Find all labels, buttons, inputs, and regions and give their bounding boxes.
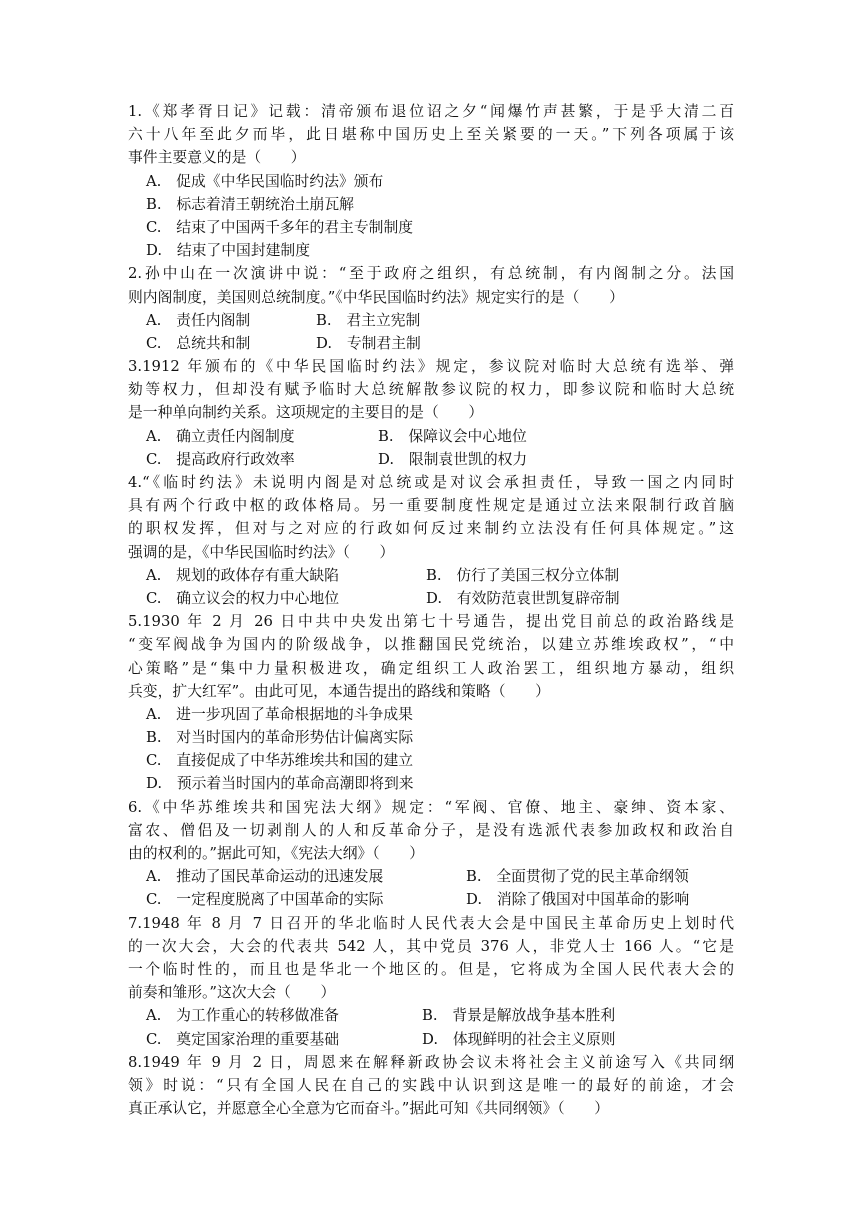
question-stem-line: 前奏和雏形。”这次大会（ ） [128,984,336,1002]
question-list [128,100,734,1120]
option-a: A. 责任内阁制 [146,311,251,329]
question-stem-line: 兵变，扩大红军”。由此可见，本通告提出的路线和策略（ ） [128,682,550,700]
question-8 [128,1051,734,1121]
option-row [128,309,734,332]
question-stem-line: 富农、僧侣及一切剥削人的人和反革命分子，是没有选派代表参加政权和政治自 [128,821,734,839]
question-stem-line: 的一次大会，大会的代表共 542 人，其中党员 376 人，非党人士 166 人。“它是 [128,937,734,955]
option-row [128,726,734,749]
option-row [128,772,734,795]
question-stem-line: 具有两个行政中枢的政体格局。另一重要制度性规定是通过立法来限制行政首脑 [128,497,734,515]
question-stem-line: 心策略”是“集中力量积极进攻，确定组织工人政治罢工，组织地方暴动，组织 [128,659,734,677]
question-stem-line: 7.1948 年 8 月 7 日召开的华北临时人民代表大会是中国民主革命历史上划时代 [128,914,734,932]
question-5 [128,610,734,796]
option-a: A. 确立责任内阁制度 [146,427,295,445]
option-a: A. 为工作重心的转移做准备 [146,1007,339,1025]
option-row [128,1004,734,1027]
question-stem-line: 是一种单向制约关系。这项规定的主要目的是（ ） [128,404,484,422]
option-row [128,888,734,911]
option-b: B. 标志着清王朝统治土崩瓦解 [146,195,354,213]
question-stem-line: 的职权发挥，但对与之对应的行政如何反过来制约立法没有任何具体规定。”这 [128,520,734,538]
option-c: C. 提高政府行政效率 [146,450,295,468]
option-row [128,216,734,239]
question-stem-line: “变军阀战争为国内的阶级战争，以推翻国民党统治，以建立苏维埃政权”，“中 [128,636,734,654]
option-d: D. 专制君主制 [316,334,421,352]
question-stem-line: 六十八年至此夕而毕，此日堪称中国历史上至关紧要的一天。”下列各项属于该 [128,126,734,144]
option-row [128,703,734,726]
question-stem-line: 4.“《临时约法》未说明内阁是对总统或是对议会承担责任，导致一国之内同时 [128,474,734,491]
question-stem-line: 则内阁制度，美国则总统制度。”《中华民国临时约法》规定实行的是（ ） [128,288,624,306]
question-stem-line: 真正承认它，并愿意全心全意为它而奋斗。”据此可知《共同纲领》（ ） [128,1100,610,1118]
option-a: A. 推动了国民革命运动的迅速发展 [146,868,384,886]
question-stem-line: 由的权利的。”据此可知，《宪法大纲》（ ） [128,845,425,862]
option-d: D. 结束了中国封建制度 [146,242,311,260]
option-c: C. 确立议会的权力中心地位 [146,589,340,607]
option-d: D. 有效防范袁世凯复辟帝制 [426,589,620,607]
option-row [128,170,734,193]
option-b: B. 保障议会中心地位 [378,427,527,445]
question-stem-line: 事件主要意义的是（ ） [128,149,306,167]
question-3 [128,355,734,471]
option-c: C. 一定程度脱离了中国革命的实际 [146,891,384,909]
option-row [128,193,734,216]
option-b: B. 君主立宪制 [316,311,421,329]
option-c: C. 奠定国家治理的重要基础 [146,1030,340,1048]
question-1 [128,100,734,262]
option-b: B. 对当时国内的革命形势估计偏离实际 [146,729,414,747]
option-a: A. 促成《中华民国临时约法》颁布 [146,172,384,190]
option-row [128,332,734,355]
option-d: D. 预示着当时国内的革命高潮即将到来 [146,775,414,793]
question-stem-line: 2.孙中山在一次演讲中说：“至于政府之组织，有总统制，有内阁制之分。法国 [128,265,734,283]
option-row [128,865,734,888]
option-row [128,239,734,262]
question-stem-line: 劾等权力，但却没有赋予临时大总统解散参议院的权力，即参议院和临时大总统 [128,381,734,399]
option-a: A. 规划的政体存有重大缺陷 [146,566,339,584]
question-7 [128,912,734,1051]
option-row [128,749,734,772]
question-2 [128,262,734,355]
question-stem-line: 5.1930 年 2 月 26 日中共中央发出第七十号通告，提出党目前总的政治路线是 [128,613,734,631]
option-row [128,448,734,471]
question-stem-line: 1.《郑孝胥日记》记载：清帝颁布退位诏之夕“闻爆竹声甚繁，于是乎大清二百 [128,103,734,120]
option-b: B. 背景是解放战争基本胜利 [422,1007,616,1025]
option-row [128,564,734,587]
question-stem-line: 强调的是，《中华民国临时约法》（ ） [128,543,395,561]
question-6 [128,796,734,912]
option-row [128,1028,734,1051]
question-stem-line: 8.1949 年 9 月 2 日，周恩来在解释新政协会议未将社会主义前途写入《共同纲 [128,1053,734,1071]
question-4 [128,471,734,610]
question-stem-line: 一个临时性的，而且也是华北一个地区的。但是，它将成为全国人民代表大会的 [128,960,734,978]
question-stem-line: 6.《中华苏维埃共和国宪法大纲》规定：“军阀、官僚、地主、豪绅、资本家、 [128,798,734,816]
option-d: D. 体现鲜明的社会主义原则 [422,1030,616,1048]
option-b: B. 全面贯彻了党的民主革命纲领 [466,868,689,886]
option-a: A. 进一步巩固了革命根据地的斗争成果 [146,705,413,723]
option-row [128,425,734,448]
option-b: B. 仿行了美国三权分立体制 [426,566,620,584]
question-stem-line: 3.1912 年颁布的《中华民国临时约法》规定，参议院对临时大总统有选举、弹 [128,358,734,376]
option-d: D. 消除了俄国对中国革命的影响 [466,891,690,909]
option-row [128,587,734,610]
option-d: D. 限制袁世凯的权力 [378,450,528,468]
option-c: C. 结束了中国两千多年的君主专制制度 [146,218,414,236]
option-c: C. 总统共和制 [146,334,251,352]
question-stem-line: 领》时说：“只有全国人民在自己的实践中认识到这是唯一的最好的前途，才会 [128,1076,734,1094]
option-c: C. 直接促成了中华苏维埃共和国的建立 [146,752,414,770]
